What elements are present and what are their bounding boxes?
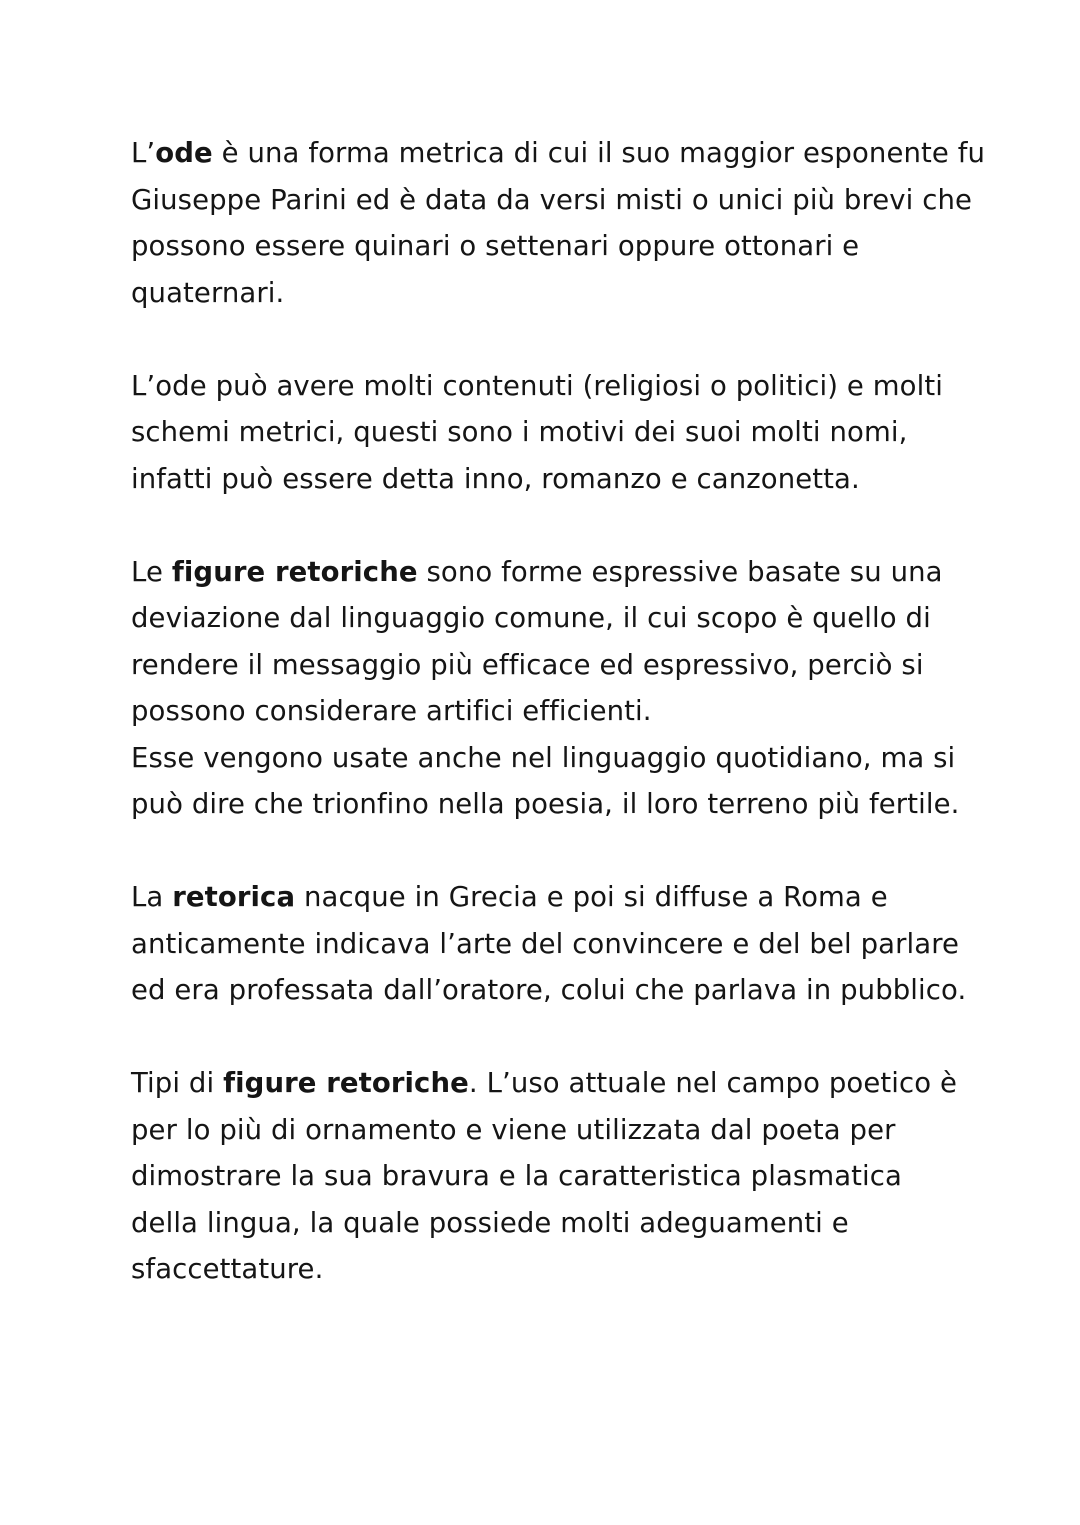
- paragraph-retorica: [131, 874, 967, 1014]
- text-line: [131, 549, 961, 596]
- text-line: possono considerare artifici efficienti.: [131, 695, 652, 727]
- text-line: Giuseppe Parini ed è data da versi misti o unici più brevi che: [131, 183, 973, 216]
- document-body: [131, 130, 986, 1293]
- text-line: [131, 874, 961, 921]
- text-line: schemi metrici, questi sono i motivi dei suoi molti nomi,: [131, 416, 908, 448]
- bold-term: figure retoriche: [223, 1067, 469, 1099]
- bold-term: retorica: [172, 881, 296, 913]
- paragraph-ode-contents: [131, 363, 961, 503]
- text-line: deviazione dal linguaggio comune, il cui scopo è quello di: [131, 602, 931, 634]
- text-line: per lo più di ornamento e viene utilizzata dal poeta per: [131, 1113, 896, 1146]
- text-run: Le: [131, 555, 172, 588]
- text-line: della lingua, la quale possiede molti adeguamenti e: [131, 1206, 849, 1239]
- text-line: può dire che trionfino nella poesia, il loro terreno più fertile.: [131, 788, 960, 820]
- text-line: ed era professata dall’oratore, colui che parlava in pubblico.: [131, 974, 967, 1006]
- text-line: [131, 1060, 961, 1107]
- text-line: possono essere quinari o settenari oppure ottonari e: [131, 230, 860, 262]
- text-line: rendere il messaggio più efficace ed espressivo, perciò si: [131, 648, 924, 681]
- text-run: sono forme espressive basate su una: [417, 555, 943, 588]
- text-run: La: [131, 881, 173, 913]
- text-run: nacque in Grecia e poi si diffuse a Roma e: [295, 881, 888, 913]
- paragraph-ode-definition: [131, 130, 986, 316]
- text-run: L’: [131, 137, 156, 169]
- text-line: anticamente indicava l’arte del convincere e del bel parlare: [131, 927, 960, 960]
- text-line: infatti può essere detta inno, romanzo e canzonetta.: [131, 462, 860, 495]
- text-run: . L’uso attuale nel campo poetico è: [468, 1067, 957, 1099]
- text-run: è una forma metrica di cui il suo maggior esponente fu: [212, 137, 986, 169]
- text-line: L’ode può avere molti contenuti (religiosi o politici) e molti: [131, 369, 943, 402]
- text-line: dimostrare la sua bravura e la caratteristica plasmatica: [131, 1160, 902, 1192]
- paragraph-figure-retoriche: [131, 549, 961, 828]
- bold-term: figure retoriche: [171, 555, 418, 588]
- paragraph-tipi-figure: [131, 1060, 961, 1293]
- bold-term: ode: [155, 137, 213, 169]
- text-line: quaternari.: [131, 276, 285, 309]
- text-line: Esse vengono usate anche nel linguaggio quotidiano, ma si: [131, 741, 956, 774]
- text-run: Tipi di: [131, 1067, 224, 1099]
- text-line: [131, 130, 986, 177]
- text-line: sfaccettature.: [131, 1253, 324, 1285]
